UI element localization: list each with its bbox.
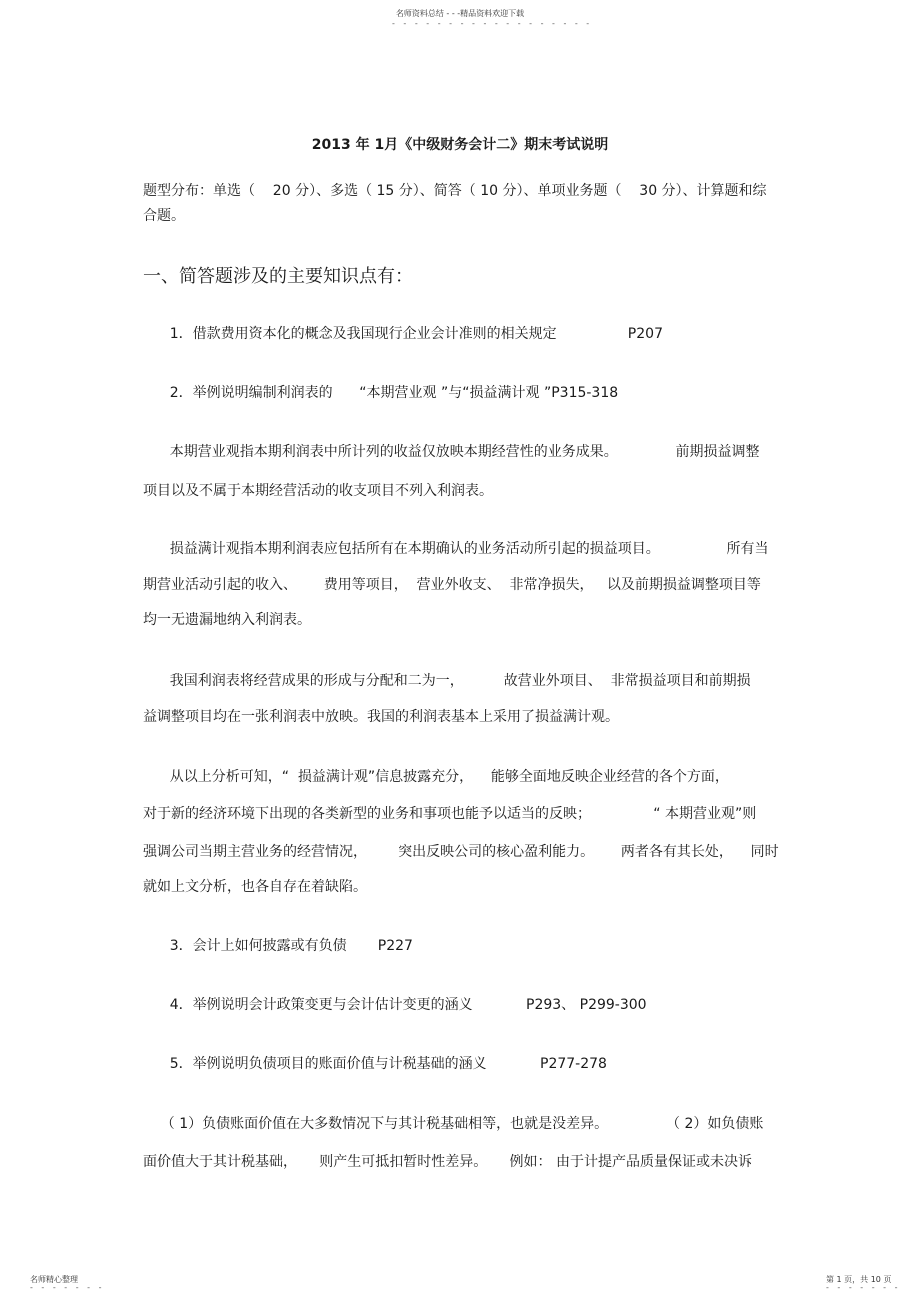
body-line: 损益满计观指本期利润表应包括所有在本期确认的业务活动所引起的损益项目。 所有当 [143, 541, 769, 557]
footer-right-dots: - - - - - - - [826, 1283, 901, 1292]
body-line: 4．举例说明会计政策变更与会计估计变更的涵义 P293、 P299-300 [143, 997, 647, 1013]
body-line: 2．举例说明编制利润表的 “本期营业观 ”与“损益满计观 ”P315-318 [143, 385, 619, 401]
body-line: 1．借款费用资本化的概念及我国现行企业会计准则的相关规定 P207 [143, 326, 663, 342]
body-line: 强调公司当期主营业务的经营情况， 突出反映公司的核心盈利能力。 两者各有其长处， 同时 [143, 844, 779, 860]
body-line: 我国利润表将经营成果的形成与分配和二为一， 故营业外项目、 非常损益项目和前期损 [143, 673, 751, 689]
section-heading: 一、简答题涉及的主要知识点有： [143, 266, 413, 287]
body-line: 从以上分析可知，“ 损益满计观”信息披露充分， 能够全面地反映企业经营的各个方面， [143, 769, 729, 785]
document-title: 2013 年 1月《中级财务会计二》期末考试说明 [311, 137, 609, 153]
page-header: 名师资料总结 - - -精品资料欢迎下载 [395, 9, 525, 18]
intro-line-2: 合题。 [143, 208, 185, 224]
intro-line-1: 题型分布：单选（ 20 分）、多选（ 15 分）、简答（ 10 分）、单项业务题（ 30 分）、计算题和综 [143, 183, 767, 199]
body-line: 本期营业观指本期利润表中所计列的收益仅放映本期经营性的业务成果。 前期损益调整 [143, 444, 760, 460]
footer-left-dots: - - - - - - - [30, 1283, 105, 1292]
body-line: 5．举例说明负债项目的账面价值与计税基础的涵义 P277-278 [143, 1056, 607, 1072]
header-dots: - - - - - - - - - - - - - - - - - - [392, 19, 593, 28]
body-line: 项目以及不属于本期经营活动的收支项目不列入利润表。 [143, 483, 493, 499]
body-line: 就如上文分析，也各自存在着缺陷。 [143, 879, 367, 895]
page-number: 第 1 页，共 10 页 [826, 1275, 892, 1284]
body-line: 益调整项目均在一张利润表中放映。我国的利润表基本上采用了损益满计观。 [143, 709, 619, 725]
body-line: 3．会计上如何披露或有负债 P227 [143, 938, 413, 954]
body-line: （ 1）负债账面价值在大多数情况下与其计税基础相等，也就是没差异。 （ 2）如负债账 [143, 1116, 764, 1132]
body-line: 期营业活动引起的收入、 费用等项目， 营业外收支、 非常净损失， 以及前期损益调整项目等 [143, 577, 761, 593]
body-line: 面价值大于其计税基础， 则产生可抵扣暂时性差异。 例如： 由于计提产品质量保证或未决诉 [143, 1154, 752, 1170]
body-line: 对于新的经济环境下出现的各类新型的业务和事项也能予以适当的反映； “ 本期营业观”则 [143, 806, 757, 822]
body-line: 均一无遗漏地纳入利润表。 [143, 612, 311, 628]
footer-left: 名师精心整理 [30, 1275, 78, 1284]
